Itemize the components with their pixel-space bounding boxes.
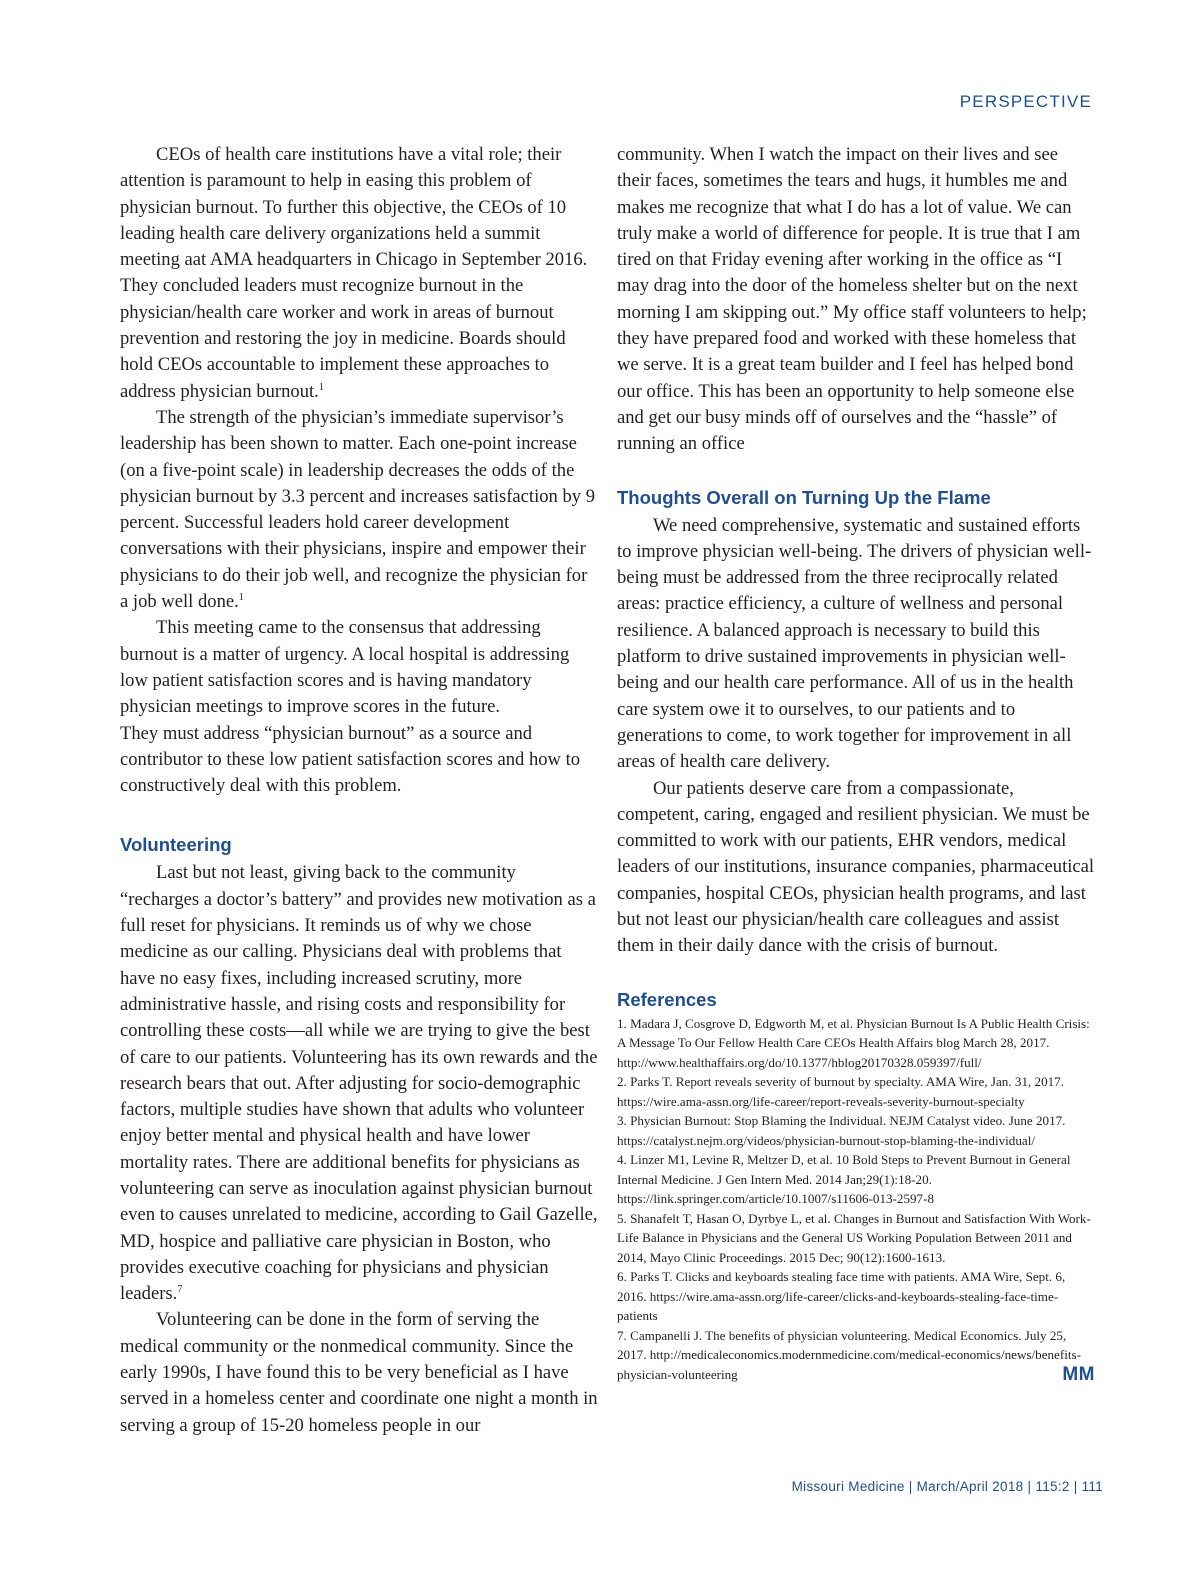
reference-item: 1. Madara J, Cosgrove D, Edgworth M, et al. Physician Burnout Is A Public Health Crisis: A Message To Our Fellow Health Care CEOs Health Affairs blog March 28, 2017. http://www.healthaffairs.org/do/10.1377/hblog20170328.059397/full/ <box>617 1015 1090 1070</box>
paragraph: Volunteering can be done in the form of serving the medical community or the nonmedical community. Since the early 1990s, I have found this to be very beneficial as I have served in a homeless center and coordinate one night a month in serving a group of 15-20 homeless people in our <box>120 1309 598 1436</box>
paragraph: CEOs of health care institutions have a vital role; their attention is paramount to help in easing this problem of physician burnout. To further this objective, the CEOs of 10 leading health care delivery organizations held a summit meeting aat AMA headquarters in Chicago in September 2016. They concluded leaders must recognize burnout in the physician/health care worker and work in areas of burnout prevention and restoring the joy in medicine. Boards should hold CEOs accountable to implement these approaches to address physician burnout.$^1$ <box>120 144 588 402</box>
reference-item: 7. Campanelli J. The benefits of physician volunteering. Medical Economics. July 25, 2017. http://medicaleconomics.modernmedicine.com/medical-economics/news/benefits-physician-volunteering <box>617 1327 1081 1382</box>
citation-superscript: 7 <box>177 1284 183 1296</box>
section-heading-references: References <box>617 988 717 1010</box>
section-heading-volunteering: Volunteering <box>120 834 232 856</box>
paragraph: Last but not least, giving back to the community “recharges a doctor’s battery” and provides new motivation as a full reset for physicians. It reminds us of why we chose medicine as our calling. Physicians deal with problems that have no easy fixes, including increased scrutiny, more administrative hassle, and rising costs and responsibility for controlling these costs—all while we are trying to give the best of care to our patients. Volunteering has its own rewards and the research bears that out. After adjusting for socio-demographic factors, multiple studies have shown that adults who volunteer enjoy better mental and physical health and have lower mortality rates. There are additional benefits for physicians as volunteering can serve as inoculation against physician burnout even to causes unrelated to medicine, according to Gail Gazelle, MD, hospice and palliative care physician in Boston, who provides executive coaching for physicians and physician leaders.$^7$ <box>120 862 598 1305</box>
reference-item: 2. Parks T. Report reveals severity of burnout by specialty. AMA Wire, Jan. 31, 2017. https://wire.ama-assn.org/life-career/report-reveals-severity-burnout-specialty <box>617 1074 1065 1109</box>
reference-item: 3. Physician Burnout: Stop Blaming the Individual. NEJM Catalyst video. June 2017. https://catalyst.nejm.org/videos/physician-burnout-stop-blaming-the-individual/ <box>617 1113 1066 1148</box>
left-column <box>120 142 598 1439</box>
paragraph: Our patients deserve care from a compassionate, competent, caring, engaged and resilient physician. We must be committed to work with our patients, EHR vendors, medical leaders of our institutions, insurance companies, pharmaceutical companies, hospital CEOs, physician health programs, and last but not least our physician/health care colleagues and assist them in their daily dance with the crisis of burnout. <box>617 777 1095 957</box>
page-footer: Missouri Medicine | March/April 2018 | 115:2 | 111 <box>791 1479 1103 1494</box>
reference-item: 4. Linzer M1, Levine R, Meltzer D, et al. 10 Bold Steps to Prevent Burnout in General Internal Medicine. J Gen Intern Med. 2014 Jan;29(1):18-20. https://link.springer.com/article/10.1007/s11606-013-2597-8 <box>617 1152 1071 1207</box>
reference-list <box>617 1014 1095 1385</box>
right-column <box>617 142 1095 1384</box>
paragraph: The strength of the physician’s immediate supervisor’s leadership has been shown to matter. Each one-point increase (on a five-point scale) in leadership decreases the odds of the physician burnout by 3.3 percent and increases satisfaction by 9 percent. Successful leaders hold career development conversations with their physicians, inspire and empower their physicians to do their job well, and recognize the physician for a job well done.$^1$ <box>120 406 596 613</box>
paragraph: They must address “physician burnout” as a source and contributor to these low patient satisfaction scores and how to constructively deal with this problem. <box>120 722 581 797</box>
paragraph: This meeting came to the consensus that addressing burnout is a matter of urgency. A local hospital is addressing low patient satisfaction scores and is having mandatory physician meetings to improve scores in the future. <box>120 617 570 718</box>
citation-superscript: 1 <box>238 592 244 604</box>
end-mark-logo: MM <box>1062 1363 1095 1385</box>
reference-item: 6. Parks T. Clicks and keyboards stealing face time with patients. AMA Wire, Sept. 6, 2016. https://wire.ama-assn.org/life-career/clicks-and-keyboards-stealing-face-time-patients <box>617 1269 1066 1324</box>
reference-item: 5. Shanafelt T, Hasan O, Dyrbye L, et al. Changes in Burnout and Satisfaction With Work-Life Balance in Physicians and the General US Working Population Between 2011 and 2014, Mayo Clinic Proceedings. 2015 Dec; 90(12):1600-1613. <box>617 1210 1091 1265</box>
citation-superscript: 1 <box>318 381 324 393</box>
paragraph: community. When I watch the impact on their lives and see their faces, sometimes the tears and hugs, it humbles me and makes me recognize that what I do has a lot of value. We can truly make a world of difference for people. It is true that I am tired on that Friday evening after working in the office as “I may drag into the door of the homeless shelter but on the next morning I am skipping out.” My office staff volunteers to help; they have prepared food and worked with these homeless that we serve. It is a great team builder and I feel has helped bond our office. This has been an opportunity to help someone else and get our busy minds off of ourselves and the “hassle” of running an office <box>617 144 1087 455</box>
section-label: PERSPECTIVE <box>959 92 1092 111</box>
paragraph: We need comprehensive, systematic and sustained efforts to improve physician well-being. The drivers of physician well-being must be addressed from the three reciprocally related areas: practice efficiency, a culture of wellness and personal resilience. A balanced approach is necessary to build this platform to drive sustained improvements in physician well-being and our health care performance. All of us in the health care system owe it to ourselves, to our patients and to generations to come, to work together for improvement in all areas of health care delivery. <box>617 514 1092 773</box>
section-heading-thoughts: Thoughts Overall on Turning Up the Flame <box>617 486 991 508</box>
